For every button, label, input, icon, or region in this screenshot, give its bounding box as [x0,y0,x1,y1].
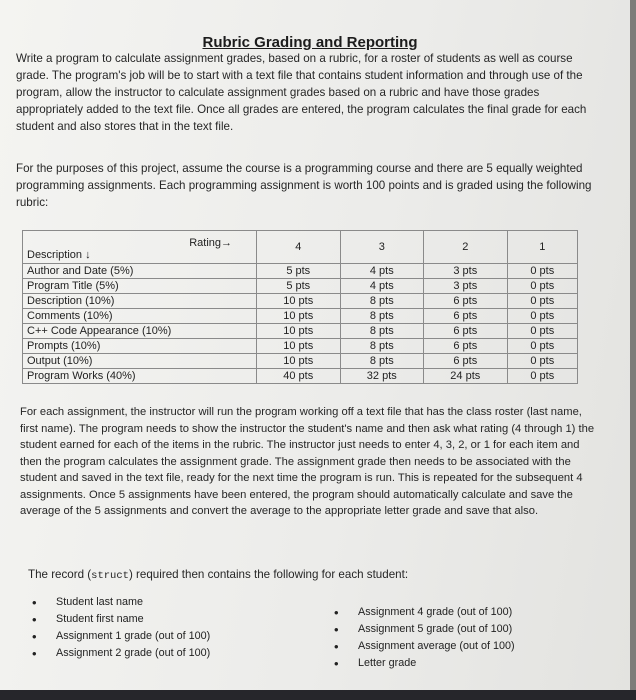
rating-label: Rating→ [189,237,232,249]
rubric-cell: 10 pts [257,309,341,324]
rubric-cell: 0 pts [507,279,577,294]
rubric-cell: 3 pts [424,264,508,279]
rating-header: 4 [257,231,341,264]
rubric-row [23,354,578,369]
rating-header: 3 [340,231,424,264]
page-title: Rubric Grading and Reporting [202,34,418,51]
student-fields-list-right [326,604,515,672]
rubric-cell: 5 pts [257,264,341,279]
rubric-cell: 6 pts [424,354,508,369]
list-item: • Assignment 2 grade (out of 100) [24,645,210,662]
student-fields-list-left [24,594,210,662]
rubric-cell: 10 pts [257,324,341,339]
rubric-cell: 10 pts [257,354,341,369]
list-item: • Student first name [24,611,210,628]
list-item: • Assignment 5 grade (out of 100) [326,621,515,638]
rubric-table [22,230,578,384]
rubric-cell: 3 pts [424,279,508,294]
rubric-row-label: Description (10%) [23,294,257,309]
rubric-cell: 4 pts [340,264,424,279]
rubric-cell: 0 pts [507,339,577,354]
rubric-cell: 8 pts [340,309,424,324]
rubric-row [23,264,578,279]
rubric-cell: 40 pts [257,369,341,384]
rubric-cell: 0 pts [507,294,577,309]
rubric-row-label: Author and Date (5%) [23,264,257,279]
list-item: • Assignment 1 grade (out of 100) [24,628,210,645]
rubric-cell: 0 pts [507,354,577,369]
rubric-row-label: Program Works (40%) [23,369,257,384]
rating-header: 2 [424,231,508,264]
rubric-row [23,279,578,294]
rating-header: 1 [507,231,577,264]
rubric-cell: 32 pts [340,369,424,384]
rubric-cell: 0 pts [507,324,577,339]
rubric-cell: 5 pts [257,279,341,294]
record-paragraph [28,566,588,585]
rubric-row [23,339,578,354]
process-paragraph: For each assignment, the instructor will run the program working off a text file that has the class roster (last name, first name). The program needs to show the instructor the student's name and then ask what rating (4 through 1) the student earned for each of the items in the rubric. The instructor just needs to enter 4, 3, 2, or 1 for each item and then the program calculates the assignment grade. The assignment grade then needs to be associated with the student and saved in the text file, ready for the next time the program is run. This is repeated for the subsequent 4 assignments. Once 5 assignments have been entered, the program should automatically calculate and save the average of the 5 assignments and convert the average to the appropriate letter grade and save that also. [20,406,595,517]
rubric-cell: 10 pts [257,339,341,354]
rubric-cell: 10 pts [257,294,341,309]
rubric-row [23,294,578,309]
rubric-row-label: Prompts (10%) [23,339,257,354]
rubric-cell: 6 pts [424,339,508,354]
record-text-after: ) required then contains the following for each student: [128,568,409,581]
rubric-row-label: Output (10%) [23,354,257,369]
rubric-cell: 8 pts [340,339,424,354]
list-item: • Letter grade [326,655,515,672]
rubric-cell: 6 pts [424,309,508,324]
rubric-row [23,369,578,384]
rubric-cell: 0 pts [507,369,577,384]
page-edge-shadow [630,0,636,700]
description-label: Description ↓ [27,249,91,261]
rubric-corner-cell [23,231,257,264]
rubric-cell: 8 pts [340,354,424,369]
rubric-cell: 6 pts [424,294,508,309]
rubric-cell: 8 pts [340,294,424,309]
rubric-cell: 6 pts [424,324,508,339]
rubric-cell: 0 pts [507,309,577,324]
rubric-row [23,324,578,339]
rubric-cell: 8 pts [340,324,424,339]
record-text-before: The record ( [28,568,92,581]
struct-keyword: struct [91,570,129,582]
rubric-row-label: Program Title (5%) [23,279,257,294]
rubric-cell: 0 pts [507,264,577,279]
rubric-header-row [23,231,578,264]
list-item: • Assignment average (out of 100) [326,638,515,655]
list-item: • Assignment 4 grade (out of 100) [326,604,515,621]
rubric-cell: 24 pts [424,369,508,384]
bottom-dark-strip [0,690,636,700]
intro-paragraph: Write a program to calculate assignment grades, based on a rubric, for a roster of students as well as course grade. The program's job will be to start with a text file that contains student information and through use of the program, allow the instructor to calculate assignment grades based on a rubric and have those grades appropriately added to the text file. Once all grades are entered, the program calculates the final grade for each student and also stores that in the text file. [16,52,587,133]
purpose-paragraph: For the purposes of this project, assume the course is a programming course and there are 5 equally weighted programming assignments. Each programming assignment is worth 100 points and is graded using the following rubric: [16,162,592,209]
rubric-row-label: Comments (10%) [23,309,257,324]
rubric-row-label: C++ Code Appearance (10%) [23,324,257,339]
rubric-row [23,309,578,324]
rubric-cell: 4 pts [340,279,424,294]
list-item: • Student last name [24,594,210,611]
